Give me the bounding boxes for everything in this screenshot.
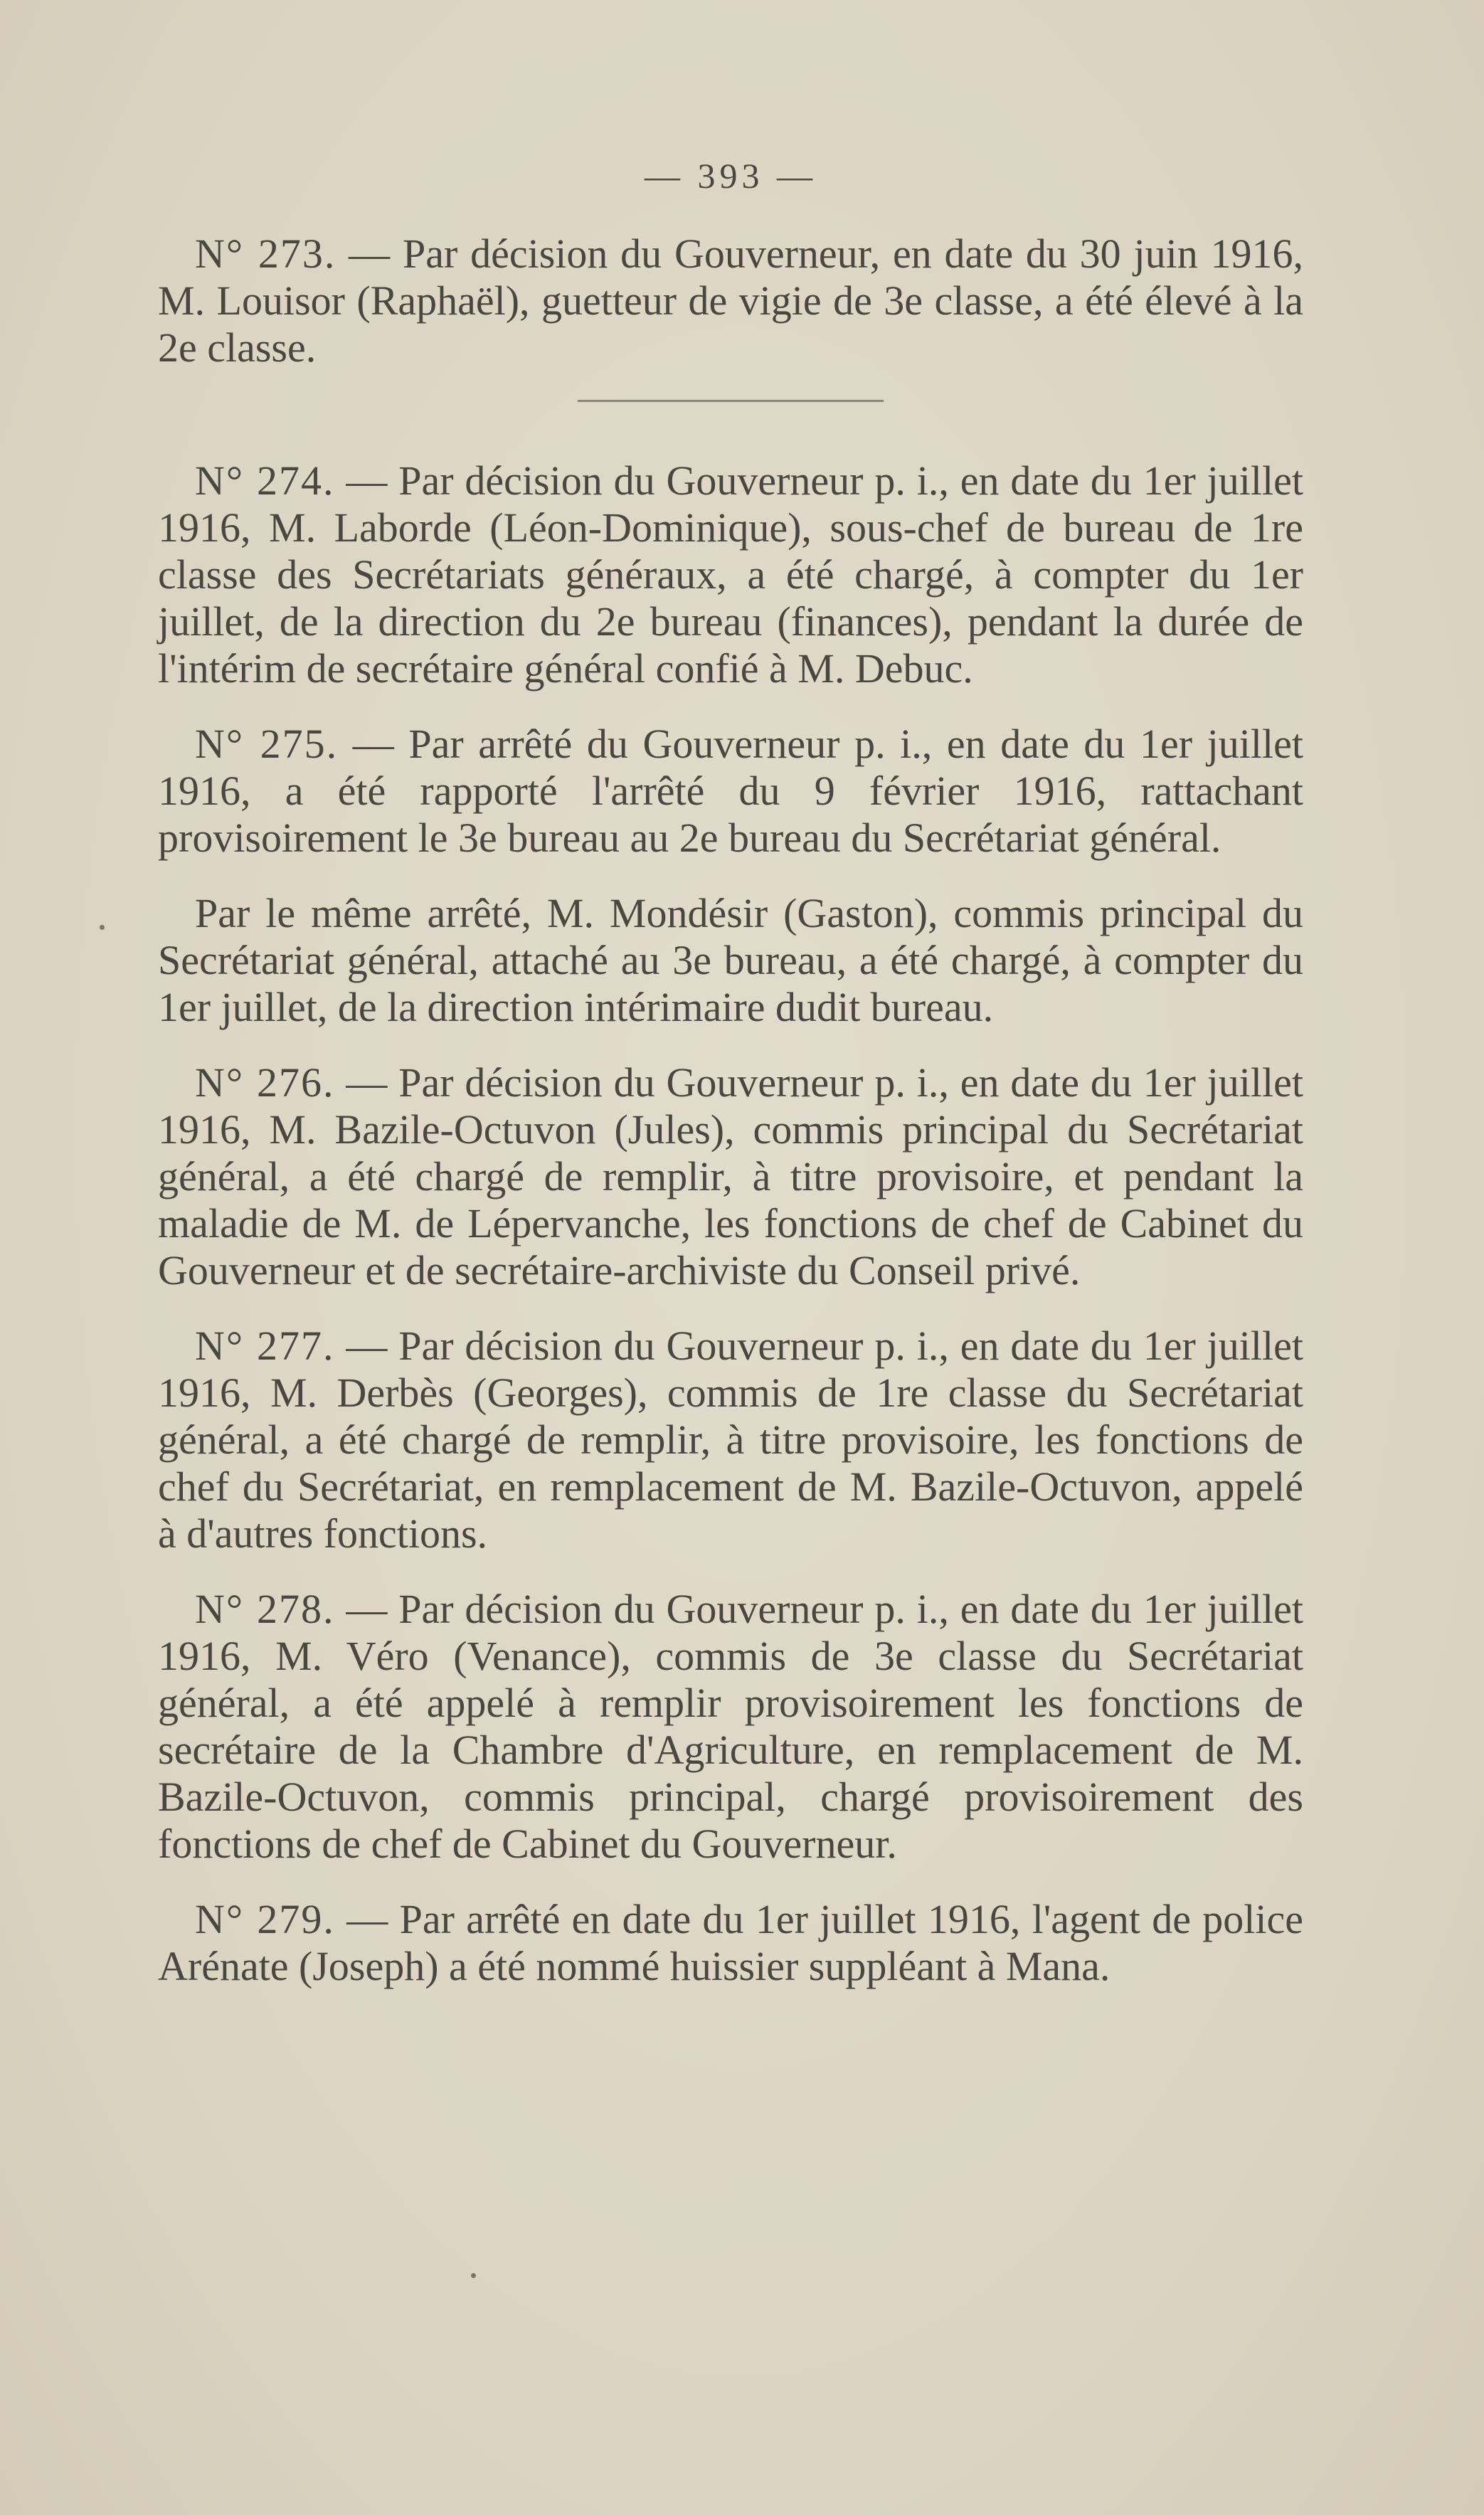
entry-text: — Par décision du Gouverneur p. i., en date du 1er juillet 1916, M. Derbès (Georges), commis de 1re classe du Secrétariat général, a été chargé de remplir, à titre provisoire, les fonctions de chef du Secrétariat, en remplacement de M. Bazile-Octuvon, appelé à d'autres fonctions. bbox=[158, 1323, 1303, 1557]
text-column bbox=[158, 155, 1303, 2008]
entry-number: N° 278. bbox=[195, 1586, 335, 1632]
entry-277 bbox=[158, 1323, 1303, 1557]
entry-274 bbox=[158, 457, 1303, 692]
entry-number: N° 276. bbox=[195, 1059, 335, 1106]
paper-speck bbox=[100, 925, 105, 930]
paper-speck bbox=[471, 2273, 476, 2278]
entry-text: — Par décision du Gouverneur, en date du 30 juin 1916, M. Louisor (Raphaël), guetteur de vigie de 3e classe, a été élevé à la 2e classe. bbox=[158, 231, 1303, 371]
entry-275 bbox=[158, 721, 1303, 862]
entry-text: Par le même arrêté, M. Mondésir (Gaston), commis principal du Secrétariat général, attaché au 3e bureau, a été chargé, à compter du 1er juillet, de la direction intérimaire dudit bureau. bbox=[158, 890, 1303, 1030]
entry-text: — Par arrêté du Gouverneur p. i., en date du 1er juillet 1916, a été rapporté l'arrêté du 9 février 1916, rattachant provisoirement le 3e bureau au 2e bureau du Secrétariat général. bbox=[158, 721, 1303, 861]
entry-number: N° 274. bbox=[195, 457, 335, 504]
entry-279 bbox=[158, 1896, 1303, 1990]
entry-number: N° 275. bbox=[195, 721, 339, 767]
entry-number: N° 273. bbox=[195, 231, 336, 277]
entry-number: N° 277. bbox=[195, 1323, 335, 1369]
entry-number: N° 279. bbox=[195, 1896, 335, 1942]
entry-275-continued bbox=[158, 890, 1303, 1031]
entry-276 bbox=[158, 1059, 1303, 1294]
entry-278 bbox=[158, 1586, 1303, 1868]
entry-text: — Par décision du Gouverneur p. i., en date du 1er juillet 1916, M. Véro (Venance), commis de 3e classe du Secrétariat général, a été appelé à remplir provisoirement les fonctions de secrétaire de la Chambre d'Agriculture, en remplacement de M. Bazile-Octuvon, commis principal, chargé provisoirement des fonctions de chef de Cabinet du Gouverneur. bbox=[158, 1586, 1303, 1867]
entry-273 bbox=[158, 231, 1303, 371]
entry-text: — Par arrêté en date du 1er juillet 1916, l'agent de police Arénate (Joseph) a été nommé huissier suppléant à Mana. bbox=[158, 1896, 1303, 1989]
entry-text: — Par décision du Gouverneur p. i., en date du 1er juillet 1916, M. Bazile-Octuvon (Jules), commis principal du Secrétariat général, a été chargé de remplir, à titre provisoire, et pendant la maladie de M. de Lépervanche, les fonctions de chef de Cabinet du Gouverneur et de secrétaire-archiviste du Conseil privé. bbox=[158, 1059, 1303, 1293]
entry-text: — Par décision du Gouverneur p. i., en date du 1er juillet 1916, M. Laborde (Léon-Dominique), sous-chef de bureau de 1re classe des Secrétariats généraux, a été chargé, à compter du 1er juillet, de la direction du 2e bureau (finances), pendant la durée de l'intérim de secrétaire général confié à M. Debuc. bbox=[158, 457, 1303, 692]
page-number: — 393 — bbox=[645, 156, 817, 196]
separator-rule bbox=[578, 400, 884, 402]
